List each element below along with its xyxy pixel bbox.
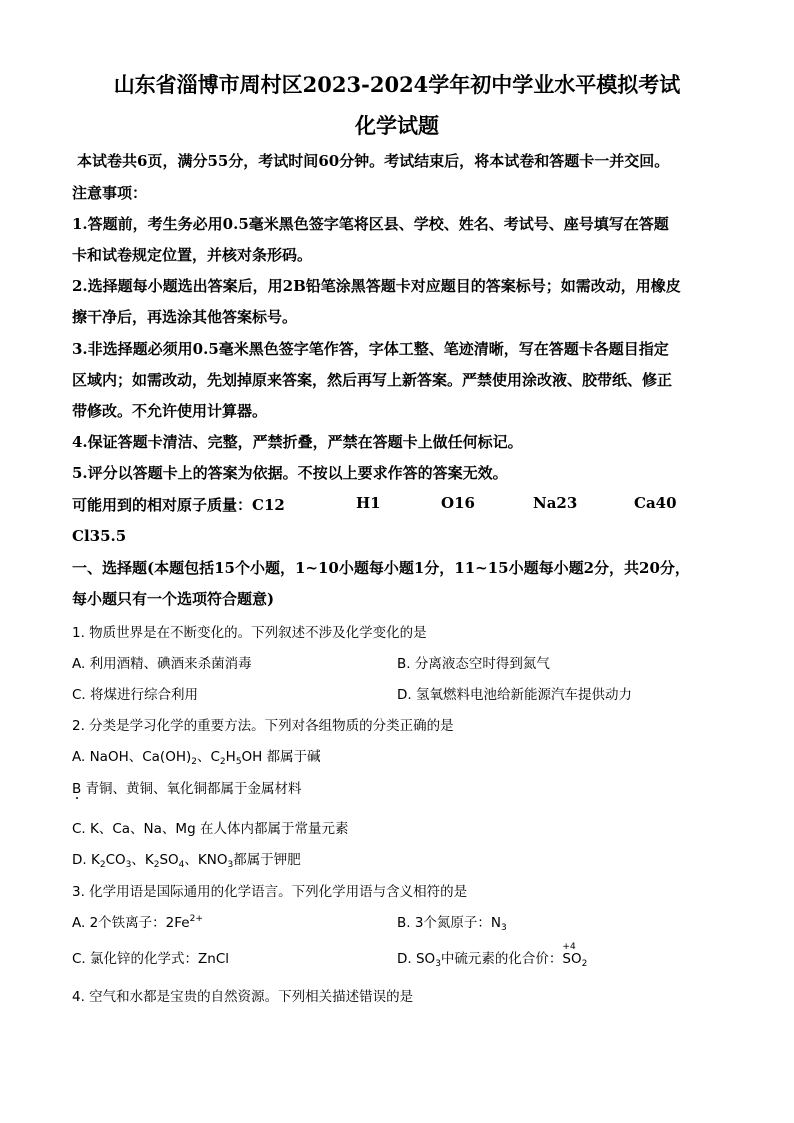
atomic-mass-row bbox=[72, 494, 732, 514]
valence-notation: +4 S bbox=[562, 942, 576, 967]
stray-dot bbox=[76, 797, 78, 799]
atomic-mass-item: H1 bbox=[356, 494, 381, 512]
question-2-option-c: C. K、Ca、Na、Mg 在人体内都属于常量元素 bbox=[72, 821, 349, 837]
atomic-mass-item: Na23 bbox=[533, 494, 578, 512]
atomic-mass-item: O16 bbox=[441, 494, 475, 512]
question-1-option-d: D. 氢氧燃料电池给新能源汽车提供动力 bbox=[397, 687, 632, 703]
question-2-option-b: B 青铜、黄铜、氧化铜都属于金属材料 bbox=[72, 781, 302, 797]
notes-heading: 注意事项： bbox=[72, 184, 148, 202]
exam-title: 山东省淄博市周村区2023-2024学年初中学业水平模拟考试 bbox=[113, 72, 681, 97]
question-2-stem: 2. 分类是学习化学的重要方法。下列对各组物质的分类正确的是 bbox=[72, 718, 454, 734]
note-line: 3.非选择题必须用0.5毫米黑色签字笔作答，字体工整、笔迹清晰，写在答题卡各题目指定 bbox=[72, 340, 669, 358]
atomic-mass-item: Ca40 bbox=[634, 494, 677, 512]
note-line: 区域内；如需改动，先划掉原来答案，然后再写上新答案。严禁使用涂改液、胶带纸、修正 bbox=[72, 371, 673, 389]
question-1-option-b: B. 分离液态空时得到氮气 bbox=[397, 656, 550, 672]
question-1-option-a: A. 利用酒精、碘酒来杀菌消毒 bbox=[72, 656, 252, 672]
section-heading: 一、选择题(本题包括15个小题，1~10小题每小题1分，11~15小题每小题2分，共20分， bbox=[72, 559, 690, 577]
question-1-option-c: C. 将煤进行综合利用 bbox=[72, 687, 199, 703]
note-line: 5.评分以答题卡上的答案为依据。不按以上要求作答的答案无效。 bbox=[72, 464, 508, 482]
question-3-stem: 3. 化学用语是国际通用的化学语言。下列化学用语与含义相符的是 bbox=[72, 884, 468, 900]
intro-text: 本试卷共6页，满分55分，考试时间60分钟。考试结束后，将本试卷和答题卡一并交回。 bbox=[77, 152, 670, 170]
note-line: 卡和试卷规定位置，并核对条形码。 bbox=[72, 246, 313, 264]
question-4-stem: 4. 空气和水都是宝贵的自然资源。下列相关描述错误的是 bbox=[72, 989, 414, 1005]
note-line: 2.选择题每小题选出答案后，用2B铅笔涂黑答题卡对应题目的答案标号；如需改动，用橡皮 bbox=[72, 277, 681, 295]
question-3-option-d: D. $SO_3$中硫元素的化合价： +4 $SO_2$ bbox=[397, 942, 588, 969]
note-line: 擦干净后，再选涂其他答案标号。 bbox=[72, 308, 298, 326]
exam-subtitle: 化学试题 bbox=[355, 113, 439, 138]
section-heading-cont: 每小题只有一个选项符合题意) bbox=[72, 590, 275, 608]
question-3-option-c: C. 氯化锌的化学式：ZnCl bbox=[72, 951, 229, 967]
note-line: 带修改。不允许使用计算器。 bbox=[72, 402, 268, 420]
question-2-option-d: D. $K_2CO_3$、$K_2SO_4$、$KNO_3$都属于钾肥 bbox=[72, 852, 301, 870]
atomic-mass-last: Cl35.5 bbox=[72, 527, 127, 545]
question-2-option-a: A. NaOH、$Ca(OH)_2$、$C_2H_5OH$ 都属于碱 bbox=[72, 749, 321, 767]
note-line: 4.保证答题卡清洁、完整，严禁折叠，严禁在答题卡上做任何标记。 bbox=[72, 433, 523, 451]
note-line: 1.答题前，考生务必用0.5毫米黑色签字笔将区县、学校、姓名、考试号、座号填写在答题 bbox=[72, 215, 669, 233]
question-3-option-b: B. 3个氮原子：$N_3$ bbox=[397, 915, 507, 933]
question-3-option-a: A. 2个铁离子：$2Fe^{2+}$ bbox=[72, 914, 203, 931]
question-1-stem: 1. 物质世界是在不断变化的。下列叙述不涉及化学变化的是 bbox=[72, 625, 427, 641]
atomic-mass-label: 可能用到的相对原子质量：C12 bbox=[72, 496, 285, 514]
